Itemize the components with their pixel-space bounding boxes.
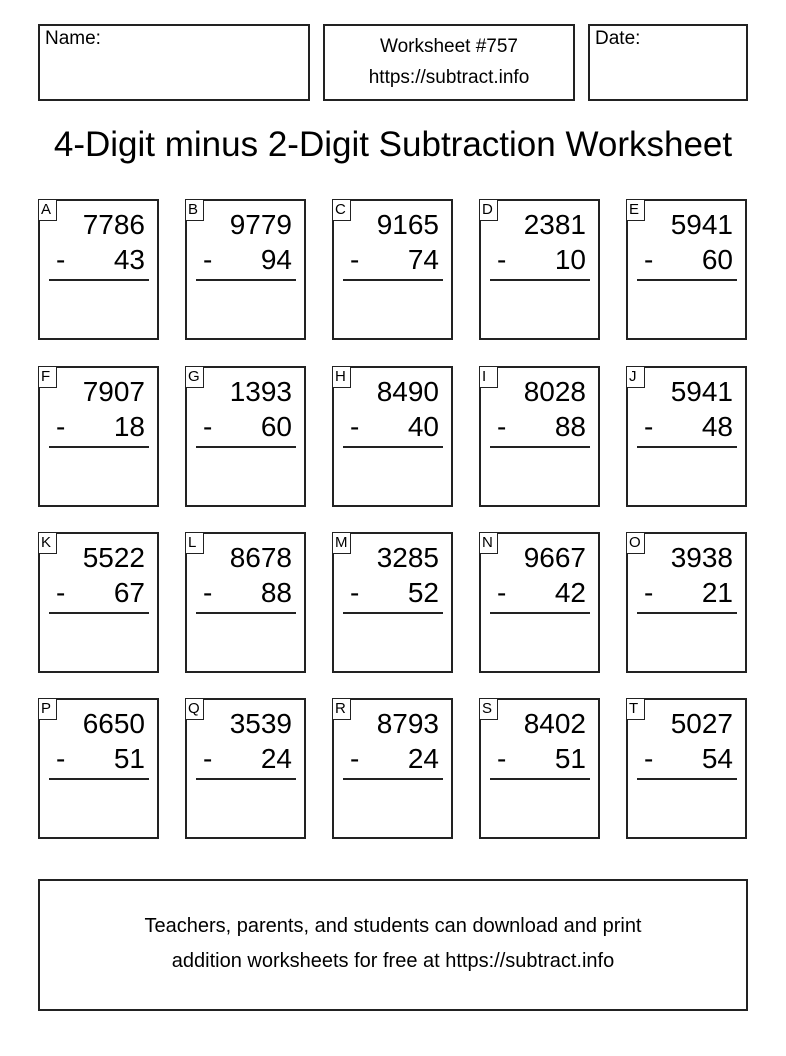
problem-letter: O bbox=[626, 532, 645, 554]
minuend: 9165 bbox=[376, 209, 439, 240]
minuend: 3938 bbox=[670, 542, 733, 573]
problem-box bbox=[185, 698, 306, 839]
problem-letter: M bbox=[332, 532, 351, 554]
minus-sign: - bbox=[56, 743, 66, 774]
answer-line bbox=[196, 446, 296, 448]
subtrahend: 67 bbox=[113, 577, 145, 608]
minus-sign: - bbox=[644, 743, 654, 774]
minuend: 3285 bbox=[376, 542, 439, 573]
problem-box bbox=[185, 199, 306, 340]
date-box bbox=[588, 24, 748, 101]
date-label: Date: bbox=[595, 28, 641, 49]
problem-letter: Q bbox=[185, 698, 204, 720]
problem-box bbox=[332, 199, 453, 340]
minus-sign: - bbox=[497, 244, 507, 275]
problem-letter: K bbox=[38, 532, 57, 554]
problem-box bbox=[626, 366, 747, 507]
problem-box bbox=[626, 199, 747, 340]
minus-sign: - bbox=[56, 244, 66, 275]
answer-line bbox=[490, 446, 590, 448]
problem-letter: I bbox=[479, 366, 498, 388]
minus-sign: - bbox=[644, 244, 654, 275]
minuend: 5941 bbox=[670, 376, 733, 407]
answer-line bbox=[490, 612, 590, 614]
problem-letter: P bbox=[38, 698, 57, 720]
subtrahend: 10 bbox=[554, 244, 586, 275]
worksheet-title: 4-Digit minus 2-Digit Subtraction Worksheet bbox=[53, 125, 733, 164]
name-label: Name: bbox=[45, 28, 101, 49]
problem-box bbox=[38, 698, 159, 839]
minuend: 2381 bbox=[523, 209, 586, 240]
minus-sign: - bbox=[497, 743, 507, 774]
minus-sign: - bbox=[350, 244, 360, 275]
problem-letter: B bbox=[185, 199, 204, 221]
minuend: 9667 bbox=[523, 542, 586, 573]
answer-line bbox=[343, 612, 443, 614]
problem-box bbox=[626, 698, 747, 839]
answer-line bbox=[49, 778, 149, 780]
problem-letter: A bbox=[38, 199, 57, 221]
minus-sign: - bbox=[350, 577, 360, 608]
answer-line bbox=[49, 612, 149, 614]
subtrahend: 60 bbox=[260, 411, 292, 442]
subtrahend: 42 bbox=[554, 577, 586, 608]
problem-box bbox=[479, 532, 600, 673]
minuend: 7907 bbox=[82, 376, 145, 407]
minuend: 3539 bbox=[229, 708, 292, 739]
minuend: 8028 bbox=[523, 376, 586, 407]
answer-line bbox=[196, 279, 296, 281]
answer-line bbox=[343, 778, 443, 780]
minuend: 6650 bbox=[82, 708, 145, 739]
problem-letter: C bbox=[332, 199, 351, 221]
minus-sign: - bbox=[497, 411, 507, 442]
answer-line bbox=[490, 778, 590, 780]
problem-letter: F bbox=[38, 366, 57, 388]
subtrahend: 21 bbox=[701, 577, 733, 608]
problem-letter: T bbox=[626, 698, 645, 720]
subtrahend: 51 bbox=[554, 743, 586, 774]
answer-line bbox=[637, 446, 737, 448]
subtrahend: 51 bbox=[113, 743, 145, 774]
problem-box bbox=[332, 532, 453, 673]
problem-box bbox=[626, 532, 747, 673]
minuend: 8490 bbox=[376, 376, 439, 407]
answer-line bbox=[637, 778, 737, 780]
minuend: 5522 bbox=[82, 542, 145, 573]
minus-sign: - bbox=[203, 743, 213, 774]
minuend: 1393 bbox=[229, 376, 292, 407]
subtrahend: 43 bbox=[113, 244, 145, 275]
answer-line bbox=[490, 279, 590, 281]
problem-letter: E bbox=[626, 199, 645, 221]
subtrahend: 54 bbox=[701, 743, 733, 774]
problem-letter: L bbox=[185, 532, 204, 554]
footer-line-2: addition worksheets for free at https://subtract.info bbox=[171, 950, 615, 972]
answer-line bbox=[196, 778, 296, 780]
subtrahend: 52 bbox=[407, 577, 439, 608]
problem-letter: D bbox=[479, 199, 498, 221]
minuend: 8678 bbox=[229, 542, 292, 573]
answer-line bbox=[196, 612, 296, 614]
problem-box bbox=[38, 366, 159, 507]
minuend: 9779 bbox=[229, 209, 292, 240]
footer-line-1: Teachers, parents, and students can download and print bbox=[144, 915, 642, 937]
answer-line bbox=[343, 279, 443, 281]
subtrahend: 88 bbox=[554, 411, 586, 442]
problem-box bbox=[479, 199, 600, 340]
minus-sign: - bbox=[350, 743, 360, 774]
subtrahend: 24 bbox=[407, 743, 439, 774]
subtrahend: 74 bbox=[407, 244, 439, 275]
problem-box bbox=[332, 698, 453, 839]
minus-sign: - bbox=[203, 411, 213, 442]
problem-letter: R bbox=[332, 698, 351, 720]
minus-sign: - bbox=[56, 577, 66, 608]
minus-sign: - bbox=[203, 577, 213, 608]
answer-line bbox=[637, 612, 737, 614]
answer-line bbox=[637, 279, 737, 281]
problem-letter: G bbox=[185, 366, 204, 388]
problem-box bbox=[479, 698, 600, 839]
minus-sign: - bbox=[350, 411, 360, 442]
subtrahend: 60 bbox=[701, 244, 733, 275]
problem-box bbox=[332, 366, 453, 507]
minuend: 5941 bbox=[670, 209, 733, 240]
problem-box bbox=[185, 532, 306, 673]
problem-letter: S bbox=[479, 698, 498, 720]
minuend: 5027 bbox=[670, 708, 733, 739]
minus-sign: - bbox=[203, 244, 213, 275]
minus-sign: - bbox=[644, 577, 654, 608]
problem-box bbox=[185, 366, 306, 507]
problem-letter: N bbox=[479, 532, 498, 554]
subtrahend: 18 bbox=[113, 411, 145, 442]
subtrahend: 48 bbox=[701, 411, 733, 442]
problem-letter: J bbox=[626, 366, 645, 388]
name-box bbox=[38, 24, 310, 101]
problem-letter: H bbox=[332, 366, 351, 388]
worksheet-url: https://subtract.info bbox=[368, 67, 530, 88]
footer-box bbox=[38, 879, 748, 1011]
worksheet-info-box bbox=[323, 24, 575, 101]
minuend: 8793 bbox=[376, 708, 439, 739]
answer-line bbox=[49, 279, 149, 281]
minuend: 8402 bbox=[523, 708, 586, 739]
worksheet-number: Worksheet #757 bbox=[379, 36, 518, 57]
answer-line bbox=[49, 446, 149, 448]
answer-line bbox=[343, 446, 443, 448]
minuend: 7786 bbox=[82, 209, 145, 240]
problem-box bbox=[38, 199, 159, 340]
minus-sign: - bbox=[644, 411, 654, 442]
minus-sign: - bbox=[497, 577, 507, 608]
subtrahend: 40 bbox=[407, 411, 439, 442]
subtrahend: 24 bbox=[260, 743, 292, 774]
problem-box bbox=[38, 532, 159, 673]
subtrahend: 88 bbox=[260, 577, 292, 608]
problem-box bbox=[479, 366, 600, 507]
minus-sign: - bbox=[56, 411, 66, 442]
subtrahend: 94 bbox=[260, 244, 292, 275]
